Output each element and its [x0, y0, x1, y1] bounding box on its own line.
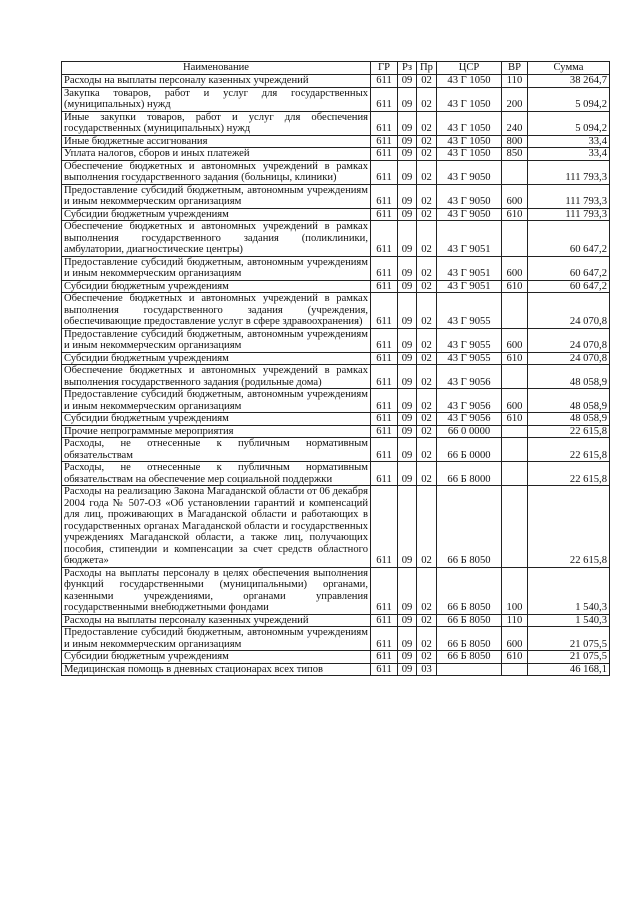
- cell-pr: 02: [417, 425, 437, 438]
- cell-sum: 60 647,2: [528, 221, 610, 257]
- cell-vr: 610: [502, 208, 528, 221]
- cell-sum: 22 615,8: [528, 438, 610, 462]
- cell-gr: 611: [371, 627, 398, 651]
- cell-sum: 22 615,8: [528, 425, 610, 438]
- budget-table: [61, 61, 610, 676]
- cell-gr: 611: [371, 75, 398, 88]
- cell-csr: [437, 663, 502, 676]
- cell-csr: 43 Г 9050: [437, 208, 502, 221]
- cell-sum: 48 058,9: [528, 365, 610, 389]
- cell-pr: 02: [417, 567, 437, 614]
- cell-gr: 611: [371, 567, 398, 614]
- cell-csr: 43 Г 1050: [437, 148, 502, 161]
- cell-gr: 611: [371, 438, 398, 462]
- cell-pr: 02: [417, 328, 437, 352]
- cell-gr: 611: [371, 425, 398, 438]
- cell-pr: 02: [417, 148, 437, 161]
- cell-gr: 611: [371, 184, 398, 208]
- cell-pr: 03: [417, 663, 437, 676]
- cell-vr: [502, 663, 528, 676]
- table-row: [62, 651, 610, 664]
- cell-gr: 611: [371, 651, 398, 664]
- cell-name: Закупка товаров, работ и услуг для государственных (муниципальных) нужд: [62, 87, 371, 111]
- cell-pr: 02: [417, 627, 437, 651]
- cell-csr: 43 Г 9056: [437, 365, 502, 389]
- cell-rz: 09: [398, 614, 417, 627]
- cell-vr: [502, 486, 528, 568]
- cell-vr: 240: [502, 111, 528, 135]
- table-row: [62, 221, 610, 257]
- cell-rz: 09: [398, 221, 417, 257]
- table-row: [62, 663, 610, 676]
- cell-pr: 02: [417, 184, 437, 208]
- table-row: [62, 280, 610, 293]
- cell-name: Расходы на реализацию Закона Магаданской области от 06 декабря 2004 года № 507-ОЗ «Об установлении гарантий и компенсаций для лиц, проживающих в Магаданской области и работающих в государственных органах Магаданской области и государственных учреждениях Магаданской области, а также лиц, получающих пособия, стипендии и компенсации за счет средств областного бюджета»: [62, 486, 371, 568]
- cell-vr: 600: [502, 256, 528, 280]
- table-row: [62, 352, 610, 365]
- cell-rz: 09: [398, 365, 417, 389]
- cell-rz: 09: [398, 328, 417, 352]
- table-row: [62, 208, 610, 221]
- cell-gr: 611: [371, 293, 398, 329]
- cell-vr: [502, 160, 528, 184]
- cell-rz: 09: [398, 663, 417, 676]
- cell-vr: [502, 425, 528, 438]
- cell-pr: 02: [417, 160, 437, 184]
- budget-table-container: [61, 61, 610, 676]
- cell-pr: 02: [417, 352, 437, 365]
- cell-csr: 43 Г 9055: [437, 293, 502, 329]
- cell-vr: [502, 462, 528, 486]
- cell-vr: 600: [502, 184, 528, 208]
- cell-csr: 66 0 0000: [437, 425, 502, 438]
- header-vr: ВР: [502, 62, 528, 75]
- cell-sum: 21 075,5: [528, 651, 610, 664]
- cell-gr: 611: [371, 160, 398, 184]
- cell-gr: 611: [371, 389, 398, 413]
- cell-sum: 111 793,3: [528, 184, 610, 208]
- cell-csr: 43 Г 9050: [437, 184, 502, 208]
- cell-name: Предоставление субсидий бюджетным, автономным учреждениям и иным некоммерческим организациям: [62, 328, 371, 352]
- cell-gr: 611: [371, 111, 398, 135]
- cell-sum: 1 540,3: [528, 567, 610, 614]
- table-row: [62, 389, 610, 413]
- cell-name: Субсидии бюджетным учреждениям: [62, 280, 371, 293]
- cell-pr: 02: [417, 221, 437, 257]
- cell-csr: 43 Г 1050: [437, 87, 502, 111]
- cell-name: Предоставление субсидий бюджетным, автономным учреждениям и иным некоммерческим организациям: [62, 627, 371, 651]
- cell-csr: 43 Г 9051: [437, 280, 502, 293]
- cell-pr: 02: [417, 293, 437, 329]
- cell-vr: 600: [502, 627, 528, 651]
- cell-sum: 48 058,9: [528, 413, 610, 426]
- cell-gr: 611: [371, 663, 398, 676]
- cell-csr: 43 Г 9055: [437, 328, 502, 352]
- cell-name: Обеспечение бюджетных и автономных учреждений в рамках выполнения государственного задания (родильные дома): [62, 365, 371, 389]
- cell-rz: 09: [398, 486, 417, 568]
- cell-rz: 09: [398, 425, 417, 438]
- cell-pr: 02: [417, 87, 437, 111]
- table-row: [62, 135, 610, 148]
- cell-rz: 09: [398, 438, 417, 462]
- cell-vr: 800: [502, 135, 528, 148]
- table-row: [62, 413, 610, 426]
- cell-sum: 22 615,8: [528, 486, 610, 568]
- cell-sum: 24 070,8: [528, 352, 610, 365]
- cell-csr: 43 Г 9051: [437, 256, 502, 280]
- cell-pr: 02: [417, 111, 437, 135]
- cell-name: Расходы, не отнесенные к публичным нормативным обязательствам на обеспечение мер социальной поддержки: [62, 462, 371, 486]
- cell-rz: 09: [398, 651, 417, 664]
- table-row: [62, 567, 610, 614]
- cell-csr: 66 Б 8050: [437, 627, 502, 651]
- cell-sum: 48 058,9: [528, 389, 610, 413]
- cell-pr: 02: [417, 486, 437, 568]
- table-row: [62, 111, 610, 135]
- cell-pr: 02: [417, 438, 437, 462]
- cell-vr: 610: [502, 413, 528, 426]
- cell-pr: 02: [417, 614, 437, 627]
- cell-sum: 22 615,8: [528, 462, 610, 486]
- cell-sum: 111 793,3: [528, 208, 610, 221]
- cell-gr: 611: [371, 365, 398, 389]
- table-row: [62, 486, 610, 568]
- cell-gr: 611: [371, 148, 398, 161]
- table-row: [62, 87, 610, 111]
- cell-vr: 110: [502, 614, 528, 627]
- table-row: [62, 614, 610, 627]
- cell-vr: 110: [502, 75, 528, 88]
- table-row: [62, 438, 610, 462]
- cell-pr: 02: [417, 75, 437, 88]
- cell-rz: 09: [398, 75, 417, 88]
- cell-rz: 09: [398, 280, 417, 293]
- cell-csr: 66 Б 0000: [437, 438, 502, 462]
- cell-gr: 611: [371, 208, 398, 221]
- table-row: [62, 627, 610, 651]
- cell-name: Иные бюджетные ассигнования: [62, 135, 371, 148]
- cell-rz: 09: [398, 135, 417, 148]
- table-row: [62, 462, 610, 486]
- cell-gr: 611: [371, 352, 398, 365]
- cell-gr: 611: [371, 256, 398, 280]
- cell-pr: 02: [417, 389, 437, 413]
- table-row: [62, 184, 610, 208]
- cell-pr: 02: [417, 135, 437, 148]
- cell-vr: 610: [502, 280, 528, 293]
- table-row: [62, 328, 610, 352]
- table-row: [62, 365, 610, 389]
- cell-csr: 43 Г 9050: [437, 160, 502, 184]
- cell-sum: 5 094,2: [528, 111, 610, 135]
- header-gr: ГР: [371, 62, 398, 75]
- cell-pr: 02: [417, 208, 437, 221]
- cell-name: Расходы на выплаты персоналу в целях обеспечения выполнения функций государственными (муниципальными) органами, казенными учреждениями, органами управления государственными внебюджетными фондами: [62, 567, 371, 614]
- cell-csr: 43 Г 9056: [437, 389, 502, 413]
- cell-sum: 21 075,5: [528, 627, 610, 651]
- cell-sum: 1 540,3: [528, 614, 610, 627]
- cell-name: Обеспечение бюджетных и автономных учреждений в рамках выполнения государственного задания (учреждения, обеспечивающие предоставление услуг в сфере здравоохранения): [62, 293, 371, 329]
- cell-name: Предоставление субсидий бюджетным, автономным учреждениям и иным некоммерческим организациям: [62, 256, 371, 280]
- cell-rz: 09: [398, 160, 417, 184]
- cell-vr: 600: [502, 328, 528, 352]
- cell-sum: 60 647,2: [528, 280, 610, 293]
- table-row: [62, 75, 610, 88]
- cell-csr: 43 Г 9051: [437, 221, 502, 257]
- cell-rz: 09: [398, 389, 417, 413]
- cell-vr: [502, 221, 528, 257]
- cell-name: Расходы, не отнесенные к публичным нормативным обязательствам: [62, 438, 371, 462]
- cell-rz: 09: [398, 87, 417, 111]
- cell-rz: 09: [398, 567, 417, 614]
- cell-gr: 611: [371, 280, 398, 293]
- cell-sum: 111 793,3: [528, 160, 610, 184]
- cell-vr: 200: [502, 87, 528, 111]
- table-row: [62, 160, 610, 184]
- table-row: [62, 293, 610, 329]
- cell-pr: 02: [417, 413, 437, 426]
- table-header-row: [62, 62, 610, 75]
- cell-name: Медицинская помощь в дневных стационарах всех типов: [62, 663, 371, 676]
- cell-csr: 66 Б 8050: [437, 567, 502, 614]
- cell-rz: 09: [398, 256, 417, 280]
- cell-name: Субсидии бюджетным учреждениям: [62, 208, 371, 221]
- cell-name: Субсидии бюджетным учреждениям: [62, 352, 371, 365]
- cell-gr: 611: [371, 413, 398, 426]
- table-row: [62, 256, 610, 280]
- cell-rz: 09: [398, 293, 417, 329]
- cell-sum: 24 070,8: [528, 293, 610, 329]
- cell-pr: 02: [417, 256, 437, 280]
- header-pr: Пр: [417, 62, 437, 75]
- cell-name: Иные закупки товаров, работ и услуг для обеспечения государственных (муниципальных) нужд: [62, 111, 371, 135]
- header-sum: Сумма: [528, 62, 610, 75]
- cell-gr: 611: [371, 135, 398, 148]
- cell-pr: 02: [417, 651, 437, 664]
- cell-pr: 02: [417, 280, 437, 293]
- cell-pr: 02: [417, 462, 437, 486]
- cell-csr: 43 Г 9056: [437, 413, 502, 426]
- cell-rz: 09: [398, 148, 417, 161]
- cell-sum: 33,4: [528, 148, 610, 161]
- cell-name: Предоставление субсидий бюджетным, автономным учреждениям и иным некоммерческим организациям: [62, 184, 371, 208]
- cell-name: Уплата налогов, сборов и иных платежей: [62, 148, 371, 161]
- cell-sum: 5 094,2: [528, 87, 610, 111]
- table-body: [62, 75, 610, 676]
- cell-gr: 611: [371, 87, 398, 111]
- cell-rz: 09: [398, 208, 417, 221]
- cell-csr: 43 Г 1050: [437, 135, 502, 148]
- cell-csr: 66 Б 8050: [437, 486, 502, 568]
- cell-vr: 610: [502, 352, 528, 365]
- cell-vr: 100: [502, 567, 528, 614]
- cell-name: Обеспечение бюджетных и автономных учреждений в рамках выполнения государственного задания (больницы, клиники): [62, 160, 371, 184]
- cell-pr: 02: [417, 365, 437, 389]
- cell-name: Предоставление субсидий бюджетным, автономным учреждениям и иным некоммерческим организациям: [62, 389, 371, 413]
- cell-gr: 611: [371, 221, 398, 257]
- header-rz: Рз: [398, 62, 417, 75]
- cell-csr: 66 Б 8050: [437, 614, 502, 627]
- header-name: Наименование: [62, 62, 371, 75]
- cell-gr: 611: [371, 328, 398, 352]
- cell-rz: 09: [398, 111, 417, 135]
- cell-sum: 24 070,8: [528, 328, 610, 352]
- cell-csr: 43 Г 1050: [437, 75, 502, 88]
- cell-csr: 43 Г 9055: [437, 352, 502, 365]
- cell-sum: 60 647,2: [528, 256, 610, 280]
- cell-csr: 43 Г 1050: [437, 111, 502, 135]
- cell-vr: 850: [502, 148, 528, 161]
- cell-csr: 66 Б 8000: [437, 462, 502, 486]
- cell-gr: 611: [371, 486, 398, 568]
- cell-sum: 46 168,1: [528, 663, 610, 676]
- table-row: [62, 148, 610, 161]
- cell-sum: 38 264,7: [528, 75, 610, 88]
- cell-vr: 610: [502, 651, 528, 664]
- cell-name: Субсидии бюджетным учреждениям: [62, 413, 371, 426]
- cell-vr: 600: [502, 389, 528, 413]
- cell-name: Обеспечение бюджетных и автономных учреждений в рамках выполнения государственного задания (поликлиники, амбулатории, диагностические центры): [62, 221, 371, 257]
- cell-gr: 611: [371, 462, 398, 486]
- cell-gr: 611: [371, 614, 398, 627]
- cell-vr: [502, 293, 528, 329]
- cell-sum: 33,4: [528, 135, 610, 148]
- cell-vr: [502, 438, 528, 462]
- cell-rz: 09: [398, 627, 417, 651]
- header-csr: ЦСР: [437, 62, 502, 75]
- cell-name: Субсидии бюджетным учреждениям: [62, 651, 371, 664]
- cell-rz: 09: [398, 462, 417, 486]
- cell-name: Расходы на выплаты персоналу казенных учреждений: [62, 75, 371, 88]
- cell-vr: [502, 365, 528, 389]
- cell-rz: 09: [398, 184, 417, 208]
- table-row: [62, 425, 610, 438]
- cell-name: Прочие непрограммные мероприятия: [62, 425, 371, 438]
- cell-rz: 09: [398, 413, 417, 426]
- cell-rz: 09: [398, 352, 417, 365]
- cell-name: Расходы на выплаты персоналу казенных учреждений: [62, 614, 371, 627]
- cell-csr: 66 Б 8050: [437, 651, 502, 664]
